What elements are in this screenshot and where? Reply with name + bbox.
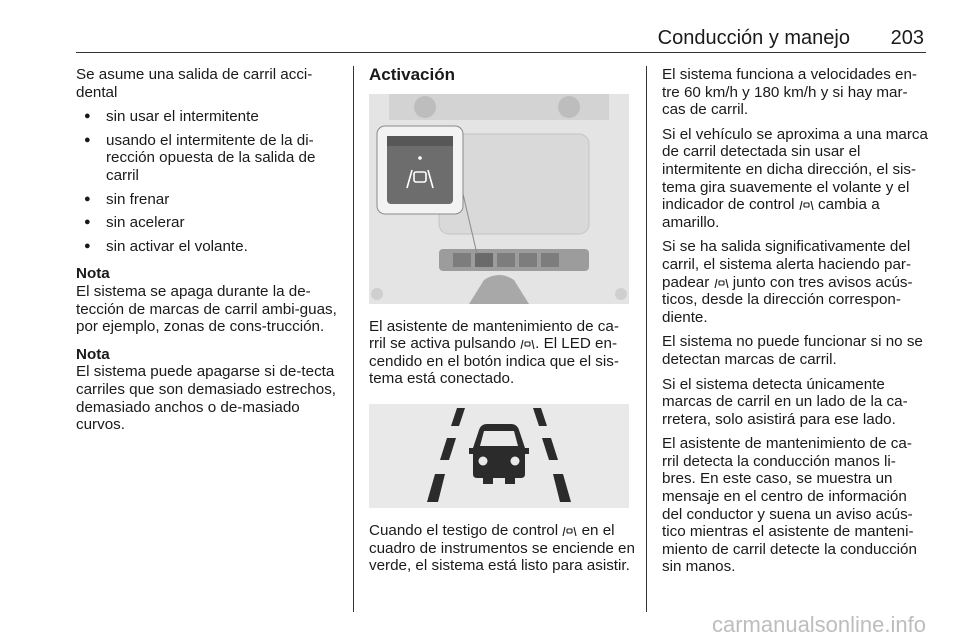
center-console-illustration (369, 94, 629, 304)
list-item: ● sin usar el intermitente (76, 108, 344, 126)
list-item: ● usando el intermitente de la di-rección opuesta de la salida de carril (76, 132, 344, 185)
lane-keep-icon (520, 339, 535, 349)
column-divider (353, 66, 354, 612)
note-body: El sistema se apaga durante la de-tección de marcas de carril ambi-guas, por ejemplo, zonas de cons-trucción. (76, 282, 337, 336)
note-title: Nota (76, 345, 110, 363)
section-heading: Activación (369, 65, 455, 84)
activation-text (369, 318, 635, 388)
paragraph: El asistente de mantenimiento de ca-rril detecta la conducción manos li-bres. En este caso, se muestra un mensaje en el centro de información del conductor y suena un aviso acús-tico mientras el asistente de manteni-miento de carril detecte la conducción sin manos. (662, 435, 917, 576)
list-item: ● sin frenar (76, 191, 344, 209)
activation-text-a: El asistente de mantenimiento de ca-rril se activa pulsando (369, 317, 619, 353)
lane-keep-icon (799, 200, 814, 210)
indicator-text-a: Cuando el testigo de control (369, 521, 559, 539)
conditions-list (76, 108, 344, 255)
list-item: ● sin activar el volante. (76, 238, 344, 256)
paragraph: El sistema no puede funcionar si no se detectan marcas de carril. (662, 333, 923, 368)
note-title: Nota (76, 265, 110, 283)
column-divider (646, 66, 647, 612)
column-3 (662, 66, 928, 583)
note-body: El sistema puede apagarse si de-tecta carriles que son demasiado estrechos, demasiado anchos o de-masiado curvos. (76, 363, 337, 434)
lane-keep-icon (714, 278, 729, 288)
page-header (76, 26, 926, 53)
paragraph-part: cambia a amarillo. (662, 196, 880, 231)
indicator-text-b: en el cuadro de instrumentos se enciende en verde, el sistema está listo para asistir. (369, 521, 635, 575)
watermark: carmanualsonline.info (711, 612, 926, 637)
dashboard-photo (369, 94, 629, 304)
paragraph: El sistema funciona a velocidades en-tre 60 km/h y 180 km/h y si hay mar-cas de carril. (662, 66, 917, 119)
indicator-illustration (369, 404, 629, 508)
paragraph-part: Si el vehículo se aproxima a una marca de carril detectada sin usar el intermitente en dicha dirección, el sis-tema gira suavemente el volante y el indicador de control (662, 125, 928, 214)
section-title: Conducción y manejo (657, 27, 850, 49)
lane-keep-indicator-icon (369, 404, 629, 508)
intro-text: Se asume una salida de carril acci-dental (76, 66, 313, 101)
indicator-text (369, 522, 635, 575)
paragraph-part: Si se ha salida significativamente del carril, el sistema alerta haciendo par-padear (662, 238, 912, 291)
lane-keep-icon (562, 526, 577, 536)
paragraph: Si el sistema detecta únicamente marcas de carril en un lado de la ca-rretera, solo asistirá para ese lado. (662, 375, 908, 428)
paragraph (662, 126, 928, 232)
activation-text-b: . El LED en-cendido en el botón indica que el sis-tema está conectado. (369, 335, 619, 388)
column-1 (76, 66, 344, 441)
column-2 (369, 66, 635, 582)
list-item: ● sin acelerar (76, 214, 344, 232)
paragraph (662, 238, 928, 326)
paragraph-part: junto con tres avisos acús-ticos, desde la dirección correspon-diente. (662, 273, 913, 326)
page-number: 203 (890, 27, 924, 49)
